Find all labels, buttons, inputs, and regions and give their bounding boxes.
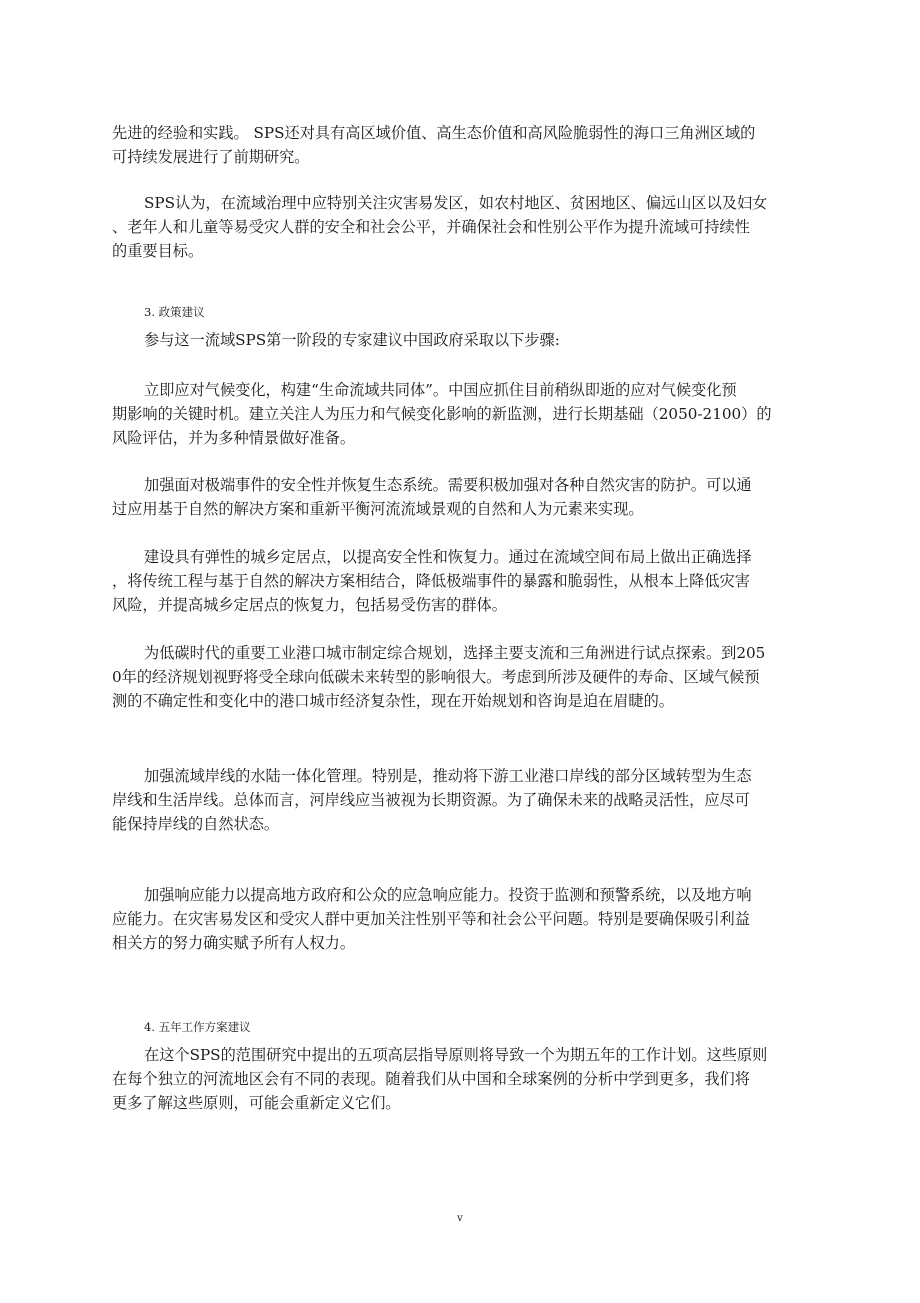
paragraph-climate [112,378,812,450]
page-number: v [457,1213,463,1224]
text-line: 、老年人和儿童等易受灾人群的安全和社会公平，并确保社会和性别公平作为提升流域可持续性 [112,218,750,236]
text-line: ，将传统工程与基于自然的解决方案相结合，降低极端事件的暴露和脆弱性，从根本上降低灾害 [112,572,750,590]
text-line: 岸线和生活岸线。总体而言，河岸线应当被视为长期资源。为了确保未来的战略灵活性，应尽可 [112,791,750,809]
text-line: 过应用基于自然的解决方案和重新平衡河流流域景观的自然和人为元素来实现。 [112,500,644,518]
section-heading-policy: 3. 政策建议 [144,305,205,319]
text-line: 能保持岸线的自然状态。 [112,815,280,833]
text-line: 相关方的努力确实赋予所有人权力。 [112,934,355,952]
text-line: 在这个SPS的范围研究中提出的五项高层指导原则将导致一个为期五年的工作计划。这些原则 [144,1046,768,1064]
text-line: 期影响的关键时机。建立关注人为压力和气候变化影响的新监测，进行长期基础（2050-2100）的 [112,405,772,423]
text-line: 为低碳时代的重要工业港口城市制定综合规划，选择主要支流和三角洲进行试点探索。到205 [144,644,766,662]
paragraph-response-capacity [112,883,812,955]
paragraph-intro-steps [112,328,812,352]
text-line: 风险，并提高城乡定居点的恢复力，包括易受伤害的群体。 [112,596,507,614]
text-line: SPS认为，在流域治理中应特别关注灾害易发区，如农村地区、贫困地区、偏远山区以及妇女 [144,194,768,212]
paragraph-extreme-events [112,473,812,521]
paragraph-shoreline [112,764,812,836]
text-line: 0年的经济规划视野将受全球向低碳未来转型的影响很大。考虑到所涉及硬件的寿命、区域气候预 [112,668,760,686]
text-line: 加强响应能力以提高地方政府和公众的应急响应能力。投资于监测和预警系统，以及地方响 [144,886,752,904]
section-heading-five-year-plan: 4. 五年工作方案建议 [144,1020,251,1034]
text-line: 应能力。在灾害易发区和受灾人群中更加关注性别平等和社会公平问题。特别是要确保吸引利益 [112,910,750,928]
paragraph-disaster-areas [112,191,812,263]
text-line: 加强流域岸线的水陆一体化管理。特别是，推动将下游工业港口岸线的部分区域转型为生态 [144,767,752,785]
paragraph-port-cities [112,641,812,713]
text-line: 的重要目标。 [112,242,204,260]
text-line: 风险评估，并为多种情景做好准备。 [112,429,355,447]
paragraph-resilient-settlements [112,545,812,617]
paragraph-experience [112,121,812,169]
text-line: 测的不确定性和变化中的港口城市经济复杂性，现在开始规划和咨询是迫在眉睫的。 [112,692,674,710]
paragraph-five-principles [112,1043,812,1115]
text-line: 更多了解这些原则，可能会重新定义它们。 [112,1094,401,1112]
text-line: 在每个独立的河流地区会有不同的表现。随着我们从中国和全球案例的分析中学到更多，我们将 [112,1070,750,1088]
text-line: 加强面对极端事件的安全性并恢复生态系统。需要积极加强对各种自然灾害的防护。可以通 [144,476,752,494]
text-line: 可持续发展进行了前期研究。 [112,148,310,166]
text-line: 建设具有弹性的城乡定居点，以提高安全性和恢复力。通过在流域空间布局上做出正确选择 [144,548,752,566]
text-line: 参与这一流域SPS第一阶段的专家建议中国政府采取以下步骤: [144,331,560,349]
text-line: 先进的经验和实践。 SPS还对具有高区域价值、高生态价值和高风险脆弱性的海口三角洲区域的 [112,124,756,142]
text-line: 立即应对气候变化，构建“生命流域共同体”。中国应抓住目前稍纵即逝的应对气候变化预 [144,381,737,399]
